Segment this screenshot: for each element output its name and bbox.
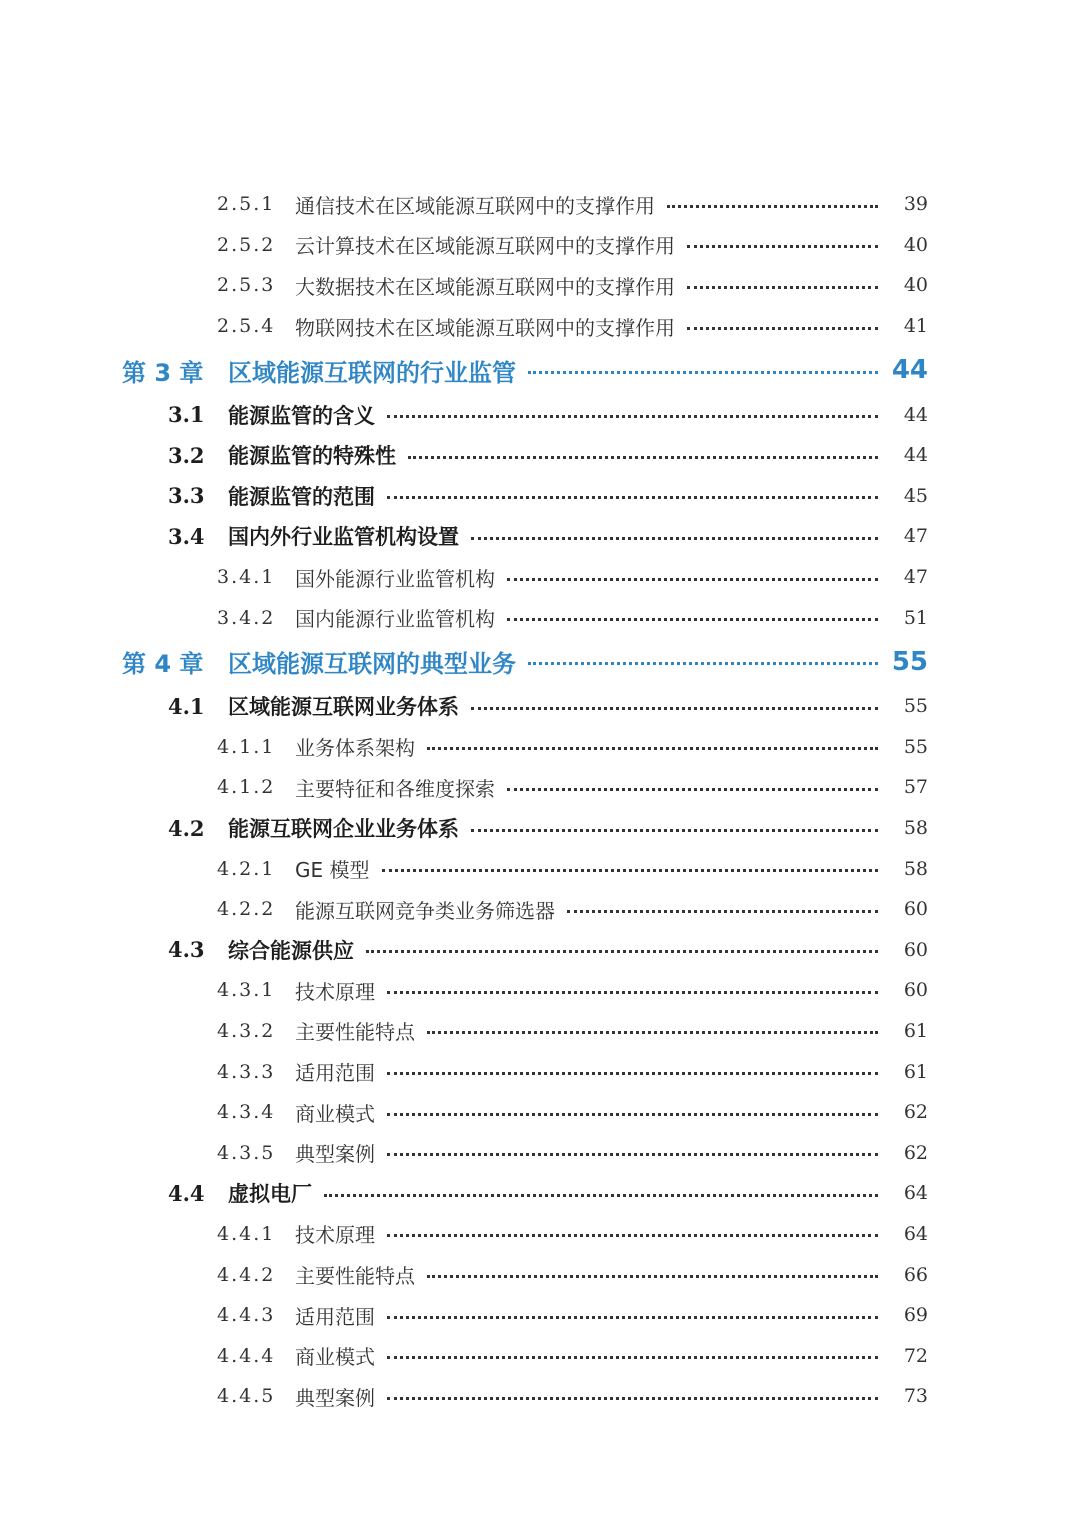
toc-entry-page-number: 40 — [903, 233, 928, 256]
toc-entry-page-number: 44 — [903, 403, 928, 426]
toc-entry-number: 第 4 章 — [122, 650, 204, 679]
toc-entry-title: 大数据技术在区域能源互联网中的支撑作用 — [295, 274, 675, 299]
toc-entry-title: 技术原理 — [295, 979, 375, 1004]
toc-entry-page-number: 44 — [891, 355, 928, 386]
toc-entry-page-number: 45 — [903, 484, 928, 507]
toc-chapter-entry[interactable] — [0, 346, 1080, 394]
dot-leader — [567, 910, 878, 913]
toc-entry-page-number: 62 — [903, 1101, 928, 1124]
toc-entry-page-number: 40 — [903, 274, 928, 297]
toc-entry-page-number: 72 — [903, 1344, 928, 1367]
toc-entry-number: 4.4.2 — [217, 1263, 276, 1286]
toc-entry-number: 4.1 — [168, 693, 205, 719]
toc-entry-page-number: 44 — [903, 444, 928, 467]
toc-entry-page-number: 62 — [903, 1141, 928, 1164]
dot-leader — [387, 1113, 878, 1116]
toc-entry-title: 适用范围 — [295, 1304, 375, 1329]
dot-leader — [366, 950, 878, 953]
toc-entry-number: 4.3.5 — [217, 1141, 276, 1164]
table-of-contents — [0, 184, 1080, 1417]
toc-entry-number: 3.3 — [168, 483, 205, 509]
toc-entry-title: 能源互联网企业业务体系 — [228, 816, 459, 842]
toc-subsection-entry[interactable] — [0, 557, 1080, 598]
dot-leader — [427, 1275, 878, 1278]
toc-entry-title: 国内能源行业监管机构 — [295, 607, 495, 632]
toc-entry-title: 能源互联网竞争类业务筛选器 — [295, 898, 555, 923]
toc-subsection-entry[interactable] — [0, 767, 1080, 808]
toc-subsection-entry[interactable] — [0, 1335, 1080, 1376]
toc-entry-page-number: 55 — [891, 646, 928, 677]
toc-subsection-entry[interactable] — [0, 1376, 1080, 1417]
dot-leader — [387, 1072, 878, 1075]
toc-entry-page-number: 66 — [903, 1263, 928, 1286]
toc-entry-title: 商业模式 — [295, 1345, 375, 1370]
toc-entry-number: 4.4.4 — [217, 1344, 276, 1367]
toc-entry-page-number: 39 — [903, 193, 928, 216]
dot-leader — [387, 991, 878, 994]
dot-leader — [667, 205, 878, 208]
dot-leader — [382, 869, 879, 872]
toc-entry-page-number: 61 — [903, 1060, 928, 1083]
toc-subsection-entry[interactable] — [0, 1132, 1080, 1173]
toc-section-entry[interactable] — [0, 516, 1080, 557]
dot-leader — [324, 1194, 878, 1197]
toc-entry-page-number: 64 — [903, 1222, 928, 1245]
dot-leader — [528, 371, 878, 374]
toc-entry-title: 通信技术在区域能源互联网中的支撑作用 — [295, 193, 655, 218]
dot-leader — [471, 707, 878, 710]
toc-subsection-entry[interactable] — [0, 184, 1080, 225]
toc-entry-number: 4.3.2 — [217, 1019, 276, 1042]
toc-entry-title: 典型案例 — [295, 1142, 375, 1167]
toc-section-entry[interactable] — [0, 686, 1080, 727]
toc-subsection-entry[interactable] — [0, 848, 1080, 889]
toc-entry-number: 2.5.3 — [217, 274, 276, 297]
toc-entry-page-number: 58 — [903, 857, 928, 880]
dot-leader — [471, 537, 878, 540]
toc-section-entry[interactable] — [0, 1173, 1080, 1214]
toc-entry-page-number: 47 — [903, 566, 928, 589]
toc-subsection-entry[interactable] — [0, 1295, 1080, 1336]
toc-entry-number: 4.3.4 — [217, 1101, 276, 1124]
toc-entry-page-number: 61 — [903, 1019, 928, 1042]
toc-entry-title: 典型案例 — [295, 1385, 375, 1410]
dot-leader — [507, 618, 878, 621]
dot-leader — [387, 1397, 878, 1400]
toc-entry-page-number: 69 — [903, 1304, 928, 1327]
toc-section-entry[interactable] — [0, 476, 1080, 517]
toc-entry-page-number: 57 — [903, 776, 928, 799]
toc-entry-page-number: 73 — [903, 1385, 928, 1408]
toc-subsection-entry[interactable] — [0, 1011, 1080, 1052]
dot-leader — [387, 1153, 878, 1156]
toc-entry-number: 4.4 — [168, 1180, 205, 1206]
toc-entry-number: 3.1 — [168, 402, 205, 428]
toc-entry-title: GE 模型 — [295, 858, 370, 883]
dot-leader — [528, 662, 878, 665]
toc-entry-title: 区域能源互联网的典型业务 — [228, 650, 516, 679]
toc-entry-title: 虚拟电厂 — [228, 1181, 312, 1207]
toc-entry-number: 2.5.1 — [217, 193, 276, 216]
toc-entry-number: 4.1.1 — [217, 735, 276, 758]
toc-entry-title: 主要性能特点 — [295, 1020, 415, 1045]
toc-entry-title: 技术原理 — [295, 1223, 375, 1248]
toc-subsection-entry[interactable] — [0, 597, 1080, 638]
dot-leader — [687, 245, 878, 248]
toc-subsection-entry[interactable] — [0, 1051, 1080, 1092]
toc-subsection-entry[interactable] — [0, 1092, 1080, 1133]
toc-subsection-entry[interactable] — [0, 306, 1080, 347]
toc-entry-number: 4.4.5 — [217, 1385, 276, 1408]
dot-leader — [471, 829, 878, 832]
toc-entry-page-number: 55 — [903, 695, 928, 718]
toc-section-entry[interactable] — [0, 930, 1080, 971]
toc-entry-number: 2.5.2 — [217, 233, 276, 256]
toc-entry-number: 4.2.2 — [217, 898, 276, 921]
toc-section-entry[interactable] — [0, 808, 1080, 849]
toc-subsection-entry[interactable] — [0, 889, 1080, 930]
dot-leader — [507, 578, 878, 581]
toc-entry-title: 业务体系架构 — [295, 736, 415, 761]
dot-leader — [427, 1031, 878, 1034]
toc-section-entry[interactable] — [0, 394, 1080, 435]
toc-entry-title: 云计算技术在区域能源互联网中的支撑作用 — [295, 234, 675, 259]
toc-subsection-entry[interactable] — [0, 1214, 1080, 1255]
toc-entry-title: 区域能源互联网业务体系 — [228, 694, 459, 720]
toc-entry-title: 主要性能特点 — [295, 1264, 415, 1289]
toc-subsection-entry[interactable] — [0, 1254, 1080, 1295]
toc-entry-page-number: 41 — [903, 315, 928, 338]
toc-entry-number: 4.3.1 — [217, 979, 276, 1002]
dot-leader — [387, 1234, 878, 1237]
toc-chapter-entry[interactable] — [0, 638, 1080, 686]
toc-entry-number: 4.4.1 — [217, 1222, 276, 1245]
dot-leader — [507, 788, 878, 791]
toc-subsection-entry[interactable] — [0, 727, 1080, 768]
toc-entry-title: 能源监管的特殊性 — [228, 443, 396, 469]
dot-leader — [408, 456, 878, 459]
toc-entry-page-number: 58 — [903, 817, 928, 840]
toc-entry-number: 4.3 — [168, 937, 205, 963]
toc-entry-number: 4.2.1 — [217, 857, 276, 880]
toc-entry-number: 第 3 章 — [122, 358, 204, 387]
toc-entry-page-number: 51 — [903, 606, 928, 629]
dot-leader — [387, 1356, 878, 1359]
toc-entry-title: 能源监管的范围 — [228, 483, 375, 509]
toc-entry-number: 2.5.4 — [217, 315, 276, 338]
toc-entry-number: 3.4 — [168, 523, 205, 549]
toc-entry-title: 主要特征和各维度探索 — [295, 776, 495, 801]
toc-entry-number: 4.4.3 — [217, 1304, 276, 1327]
toc-entry-page-number: 60 — [903, 938, 928, 961]
toc-entry-number: 3.4.1 — [217, 566, 276, 589]
toc-section-entry[interactable] — [0, 435, 1080, 476]
dot-leader — [387, 496, 878, 499]
toc-entry-title: 区域能源互联网的行业监管 — [228, 358, 516, 387]
toc-entry-title: 商业模式 — [295, 1101, 375, 1126]
toc-entry-title: 物联网技术在区域能源互联网中的支撑作用 — [295, 315, 675, 340]
toc-entry-title: 国内外行业监管机构设置 — [228, 524, 459, 550]
toc-entry-page-number: 47 — [903, 525, 928, 548]
dot-leader — [387, 415, 878, 418]
toc-entry-number: 4.1.2 — [217, 776, 276, 799]
toc-entry-title: 国外能源行业监管机构 — [295, 566, 495, 591]
toc-subsection-entry[interactable] — [0, 225, 1080, 266]
dot-leader — [387, 1316, 878, 1319]
toc-entry-title: 适用范围 — [295, 1061, 375, 1086]
toc-entry-title: 能源监管的含义 — [228, 402, 375, 428]
toc-entry-page-number: 55 — [903, 735, 928, 758]
toc-entry-number: 3.4.2 — [217, 606, 276, 629]
toc-entry-number: 3.2 — [168, 442, 205, 468]
toc-entry-page-number: 64 — [903, 1182, 928, 1205]
toc-entry-number: 4.2 — [168, 815, 205, 841]
dot-leader — [687, 327, 878, 330]
toc-entry-number: 4.3.3 — [217, 1060, 276, 1083]
toc-subsection-entry[interactable] — [0, 265, 1080, 306]
toc-subsection-entry[interactable] — [0, 970, 1080, 1011]
dot-leader — [427, 747, 878, 750]
toc-entry-page-number: 60 — [903, 898, 928, 921]
toc-entry-title: 综合能源供应 — [228, 937, 354, 963]
dot-leader — [687, 286, 878, 289]
toc-entry-page-number: 60 — [903, 979, 928, 1002]
